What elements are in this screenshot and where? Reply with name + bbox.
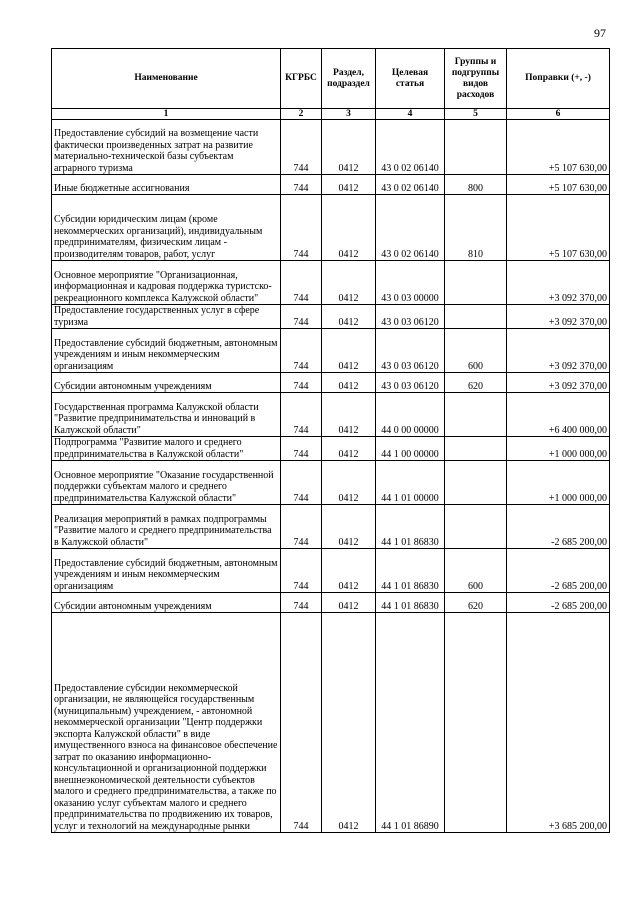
header-name: Наименование	[52, 49, 281, 109]
cell-name: Реализация мероприятий в рамках подпрограммы "Развитие малого и среднего предпринимательства в Калужской области"	[52, 505, 281, 549]
table-row	[52, 120, 610, 175]
cell-target: 43 0 03 06120	[376, 305, 445, 329]
cell-section: 0412	[322, 195, 376, 261]
cell-group	[445, 393, 507, 437]
cell-name: Предоставление государственных услуг в сфере туризма	[52, 305, 281, 329]
table-row	[52, 461, 610, 505]
cell-amount: +3 092 370,00	[507, 261, 610, 305]
cell-section: 0412	[322, 305, 376, 329]
cell-name: Основное мероприятие "Организационная, информационная и кадровая поддержка туристско-рекреационного комплекса Калужской области"	[52, 261, 281, 305]
cell-target: 43 0 02 06140	[376, 195, 445, 261]
table-row	[52, 261, 610, 305]
cell-kgrbs: 744	[281, 305, 322, 329]
cell-target: 43 0 03 06120	[376, 373, 445, 393]
cell-group	[445, 437, 507, 461]
cell-section: 0412	[322, 329, 376, 373]
cell-target: 44 1 01 86830	[376, 549, 445, 593]
cell-group	[445, 261, 507, 305]
cell-name: Государственная программа Калужской области "Развитие предпринимательства и инноваций в Калужской области"	[52, 393, 281, 437]
cell-name: Иные бюджетные ассигнования	[52, 175, 281, 195]
cell-kgrbs: 744	[281, 437, 322, 461]
table-row	[52, 195, 610, 261]
budget-table	[51, 48, 610, 833]
cell-kgrbs: 744	[281, 120, 322, 175]
cell-kgrbs: 744	[281, 461, 322, 505]
cell-amount: +5 107 630,00	[507, 120, 610, 175]
table-row	[52, 373, 610, 393]
cell-target: 44 1 01 00000	[376, 461, 445, 505]
table-row	[52, 505, 610, 549]
cell-group: 800	[445, 175, 507, 195]
cell-group	[445, 120, 507, 175]
cell-group	[445, 461, 507, 505]
cell-section: 0412	[322, 437, 376, 461]
cell-target: 44 1 01 86890	[376, 613, 445, 833]
cell-amount: -2 685 200,00	[507, 549, 610, 593]
table-row	[52, 613, 610, 833]
col-number: 4	[376, 109, 445, 120]
col-number: 3	[322, 109, 376, 120]
cell-section: 0412	[322, 461, 376, 505]
cell-section: 0412	[322, 549, 376, 593]
cell-name: Основное мероприятие "Оказание государственной поддержки субъектам малого и среднего предпринимательства Калужской области"	[52, 461, 281, 505]
column-number-row	[52, 109, 610, 120]
cell-name: Предоставление субсидий на возмещение части фактически произведенных затрат на развитие материально-технической базы субъектам аграрного туризма	[52, 120, 281, 175]
table-row	[52, 175, 610, 195]
cell-amount: +3 092 370,00	[507, 329, 610, 373]
cell-section: 0412	[322, 373, 376, 393]
cell-amount: +5 107 630,00	[507, 195, 610, 261]
header-amount: Поправки (+, -)	[507, 49, 610, 109]
cell-name: Подпрограмма "Развитие малого и среднего предпринимательства в Калужской области"	[52, 437, 281, 461]
cell-group: 600	[445, 549, 507, 593]
table-row	[52, 329, 610, 373]
page-number: 97	[594, 26, 606, 40]
table-row	[52, 305, 610, 329]
cell-kgrbs: 744	[281, 329, 322, 373]
cell-kgrbs: 744	[281, 549, 322, 593]
header-kgrbs: КГРБС	[281, 49, 322, 109]
cell-amount: +5 107 630,00	[507, 175, 610, 195]
table-row	[52, 549, 610, 593]
cell-kgrbs: 744	[281, 195, 322, 261]
cell-amount: +3 092 370,00	[507, 373, 610, 393]
cell-kgrbs: 744	[281, 373, 322, 393]
cell-section: 0412	[322, 261, 376, 305]
col-number: 5	[445, 109, 507, 120]
cell-group	[445, 613, 507, 833]
cell-section: 0412	[322, 505, 376, 549]
cell-amount: +1 000 000,00	[507, 461, 610, 505]
table-row	[52, 437, 610, 461]
header-section: Раздел, подраздел	[322, 49, 376, 109]
cell-target: 43 0 02 06140	[376, 175, 445, 195]
cell-group	[445, 305, 507, 329]
cell-name: Предоставление субсидий бюджетным, автономным учреждениям и иным некоммерческим организациям	[52, 549, 281, 593]
cell-group	[445, 505, 507, 549]
cell-target: 43 0 03 06120	[376, 329, 445, 373]
cell-section: 0412	[322, 175, 376, 195]
header-target: Целевая статья	[376, 49, 445, 109]
header-group: Группы и подгруппы видов расходов	[445, 49, 507, 109]
cell-name: Предоставление субсидии некоммерческой организации, не являющейся государственным (муниципальным) учреждением, - автономной некоммерческой организации "Центр поддержки экспорта Калужской области" в виде имущественного взноса на финансовое обеспечение затрат по оказанию информационно-консультационной и организационной поддержки внешнеэкономической деятельности субъектов малого и среднего предпринимательства, а также по оказанию услуг субъектам малого и среднего предпринимательства по продвижению их товаров, услуг и технологий на международные рынки	[52, 613, 281, 833]
cell-group: 620	[445, 593, 507, 613]
cell-target: 43 0 02 06140	[376, 120, 445, 175]
cell-amount: -2 685 200,00	[507, 593, 610, 613]
cell-name: Субсидии юридическим лицам (кроме некоммерческих организаций), индивидуальным предпринимателям, физическим лицам - производителям товаров, работ, услуг	[52, 195, 281, 261]
cell-kgrbs: 744	[281, 261, 322, 305]
cell-target: 44 1 01 86830	[376, 505, 445, 549]
header-row	[52, 49, 610, 109]
cell-kgrbs: 744	[281, 393, 322, 437]
cell-target: 44 1 01 86830	[376, 593, 445, 613]
cell-kgrbs: 744	[281, 613, 322, 833]
cell-target: 44 0 00 00000	[376, 393, 445, 437]
cell-group: 810	[445, 195, 507, 261]
cell-kgrbs: 744	[281, 593, 322, 613]
table-row	[52, 393, 610, 437]
col-number: 2	[281, 109, 322, 120]
cell-amount: -2 685 200,00	[507, 505, 610, 549]
col-number: 1	[52, 109, 281, 120]
col-number: 6	[507, 109, 610, 120]
cell-section: 0412	[322, 393, 376, 437]
cell-kgrbs: 744	[281, 505, 322, 549]
cell-amount: +6 400 000,00	[507, 393, 610, 437]
cell-section: 0412	[322, 593, 376, 613]
cell-section: 0412	[322, 613, 376, 833]
cell-amount: +1 000 000,00	[507, 437, 610, 461]
cell-group: 600	[445, 329, 507, 373]
cell-target: 43 0 03 00000	[376, 261, 445, 305]
cell-name: Предоставление субсидий бюджетным, автономным учреждениям и иным некоммерческим организациям	[52, 329, 281, 373]
cell-name: Субсидии автономным учреждениям	[52, 373, 281, 393]
cell-target: 44 1 00 00000	[376, 437, 445, 461]
cell-name: Субсидии автономным учреждениям	[52, 593, 281, 613]
cell-kgrbs: 744	[281, 175, 322, 195]
table-row	[52, 593, 610, 613]
cell-amount: +3 092 370,00	[507, 305, 610, 329]
cell-group: 620	[445, 373, 507, 393]
cell-amount: +3 685 200,00	[507, 613, 610, 833]
cell-section: 0412	[322, 120, 376, 175]
